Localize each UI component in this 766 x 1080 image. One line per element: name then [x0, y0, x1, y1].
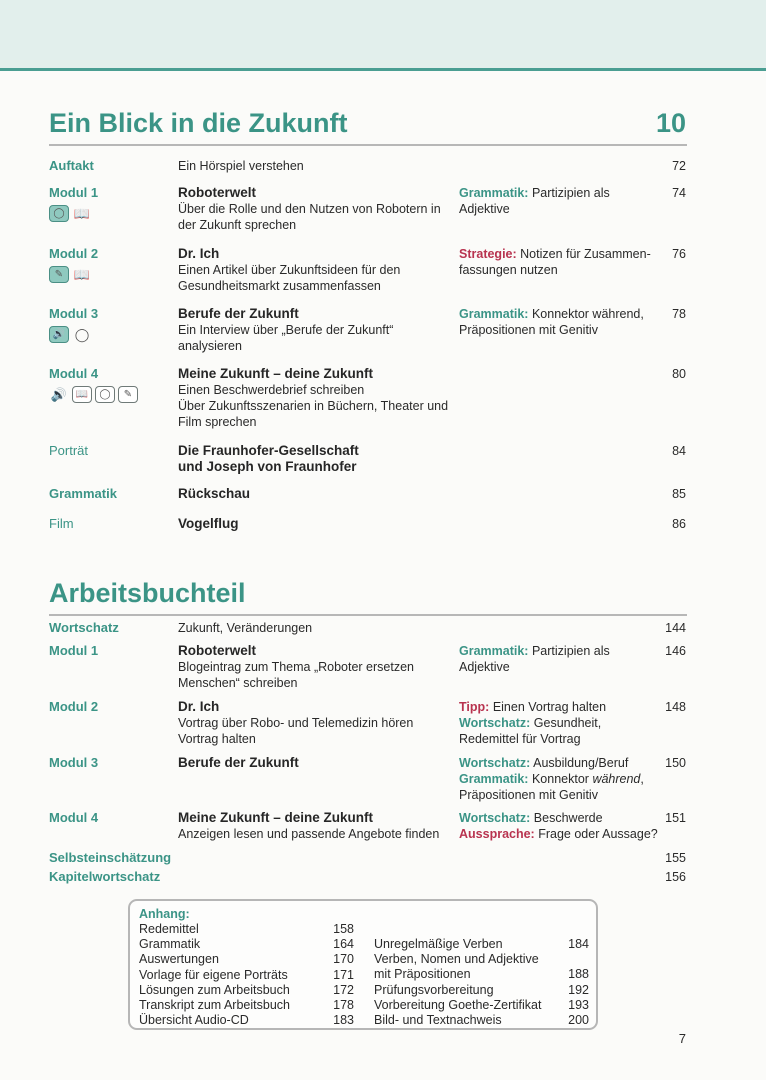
chapter-title: Ein Blick in die Zukunft [49, 108, 348, 138]
row-label: Modul 2 [49, 246, 99, 261]
speech-bubble-icon: ◯ [74, 326, 90, 342]
row-label: Modul 4 [49, 810, 99, 825]
row-title: Meine Zukunft – deine Zukunft [178, 810, 373, 825]
appendix-column-1 [139, 922, 354, 1028]
row-desc: Vortrag über Robo- und Telemedizin hören [178, 716, 414, 730]
workbook-rule [49, 614, 687, 616]
row-label: Modul 2 [49, 699, 99, 714]
right-label-2: Wortschatz: [459, 716, 531, 730]
row-page: 146 [665, 644, 686, 658]
appendix-item[interactable]: Grammatik 164 [139, 937, 354, 952]
row-label: Grammatik [49, 486, 117, 501]
right-label: Strategie: [459, 247, 517, 261]
page-number: 7 [678, 1031, 686, 1046]
skill-icons-modul-2 [49, 266, 92, 283]
appendix-column-2 [374, 937, 589, 1028]
row-label: Auftakt [49, 158, 94, 173]
speaker-icon: 🔊 [49, 326, 69, 343]
right-text: Partizipien als Adjektive [459, 644, 610, 674]
row-title: Berufe der Zukunft [178, 306, 299, 321]
right-label: Wortschatz: [459, 756, 531, 770]
row-desc: Einen Artikel über Zukunftsideen für den Gesundheitsmarkt zusammenfassen [178, 263, 401, 293]
right-label: Grammatik: [459, 307, 529, 321]
row-title: Vogelflug [178, 516, 239, 531]
right-text: Beschwerde [533, 811, 603, 825]
appendix-item[interactable]: mit Präpositionen 188 [374, 967, 589, 982]
right-text-2: Gesundheit, Redemittel für Vortrag [459, 716, 602, 746]
row-page: 84 [672, 444, 686, 458]
appendix-item[interactable]: Unregelmäßige Verben 184 [374, 937, 589, 951]
right-text-2a: Konnektor [531, 772, 593, 786]
appendix-item[interactable]: Vorbereitung Goethe-Zertifikat 193 [374, 997, 589, 1012]
appendix-item[interactable]: Transkript zum Arbeitsbuch 178 [139, 997, 354, 1012]
row-title: Berufe der Zukunft [178, 755, 299, 770]
book-icon: 📖 [73, 266, 91, 282]
row-page: 72 [672, 159, 686, 173]
right-text: Partizipien als Adjektive [459, 186, 610, 216]
pencil-icon: ✎ [49, 266, 69, 283]
appendix-box [128, 899, 598, 1030]
right-label: Grammatik: [459, 644, 529, 658]
right-label: Grammatik: [459, 186, 529, 200]
chapter-number: 10 [655, 108, 686, 138]
speaker-icon: 🔊 [50, 386, 68, 402]
row-label: Modul 1 [49, 643, 99, 658]
row-title: Die Fraunhofer-Gesellschaft und Joseph von Fraunhofer [178, 443, 359, 474]
row-page: 148 [665, 700, 686, 714]
row-label: Film [49, 516, 74, 531]
header-band [0, 0, 766, 68]
row-title: Dr. Ich [178, 699, 220, 714]
row-label: Modul 4 [49, 366, 99, 381]
row-page: 150 [665, 756, 686, 770]
book-icon: 📖 [72, 386, 92, 403]
row-desc: Blogeintrag zum Thema „Roboter ersetzen Menschen“ schreiben [178, 660, 414, 690]
row-page: 78 [672, 307, 686, 321]
right-text: Ausbildung/Beruf [533, 756, 629, 770]
row-title: Roboterwelt [178, 185, 257, 200]
row-title: Roboterwelt [178, 643, 257, 658]
row-label: Wortschatz [49, 620, 119, 635]
row-label: Modul 3 [49, 306, 99, 321]
workbook-title: Arbeitsbuchteil [49, 578, 246, 608]
row-desc: Anzeigen lesen und passende Angebote finden [178, 827, 440, 841]
appendix-item[interactable]: Auswertungen 170 [139, 952, 354, 967]
right-label: Wortschatz: [459, 811, 531, 825]
appendix-item[interactable]: Lösungen zum Arbeitsbuch 172 [139, 982, 354, 997]
row-label: Porträt [49, 443, 89, 458]
row-page: 155 [665, 851, 686, 865]
row-desc-2: Vortrag halten [178, 732, 256, 746]
header-rule [0, 68, 766, 71]
right-label-2: Aussprache: [459, 827, 535, 841]
row-title: Meine Zukunft – deine Zukunft [178, 366, 373, 381]
right-text-2: Frage oder Aussage? [538, 827, 658, 841]
speech-bubble-icon: ◯ [95, 386, 115, 403]
right-text: Einen Vortrag halten [492, 700, 607, 714]
row-page: 151 [665, 811, 686, 825]
skill-icons-modul-3 [49, 326, 92, 343]
row-label: Kapitelwortschatz [49, 869, 161, 884]
row-desc: Über die Rolle und den Nutzen von Robotern in der Zukunft sprechen [178, 202, 441, 232]
right-label: Tipp: [459, 700, 490, 714]
right-label-2: Grammatik: [459, 772, 529, 786]
row-page: 85 [672, 487, 686, 501]
skill-icons-modul-1 [49, 205, 92, 222]
row-desc: Einen Beschwerdebrief schreiben [178, 383, 365, 397]
speech-bubble-icon: ◯ [49, 205, 69, 222]
row-page: 74 [672, 186, 686, 200]
row-page: 86 [672, 517, 686, 531]
appendix-title: Anhang: [139, 907, 190, 921]
row-desc-2: Über Zukunftsszenarien in Büchern, Theater und Film sprechen [178, 399, 449, 429]
appendix-item[interactable]: Übersicht Audio-CD 183 [139, 1013, 354, 1028]
row-desc: Ein Hörspiel verstehen [178, 159, 304, 173]
row-page: 80 [672, 367, 686, 381]
right-text: Konnektor während, Präpositionen mit Genitiv [459, 307, 644, 337]
row-page: 156 [665, 870, 686, 884]
appendix-item[interactable]: Prüfungsvorbereitung 192 [374, 982, 589, 997]
row-page: 144 [665, 621, 686, 635]
right-text: Notizen für Zusammen-fassungen nutzen [459, 247, 651, 277]
row-page: 76 [672, 247, 686, 261]
row-label: Modul 3 [49, 755, 99, 770]
row-desc: Zukunft, Veränderungen [178, 621, 313, 635]
pencil-icon: ✎ [118, 386, 138, 403]
row-label: Modul 1 [49, 185, 99, 200]
row-desc: Ein Interview über „Berufe der Zukunft“ analysieren [178, 323, 394, 353]
appendix-item[interactable]: Redemittel 158 [139, 922, 354, 936]
skill-icons-modul-4 [49, 386, 138, 403]
row-title: Rückschau [178, 486, 251, 501]
appendix-item[interactable]: Bild- und Textnachweis 200 [374, 1012, 589, 1027]
book-icon: 📖 [73, 205, 91, 221]
appendix-item[interactable]: Verben, Nomen und Adjektive [374, 952, 539, 967]
chapter-rule [49, 144, 687, 146]
right-text-2b: während [592, 772, 641, 786]
appendix-item[interactable]: Vorlage für eigene Porträts 171 [139, 967, 354, 982]
right-text-2c: , Präpositionen mit Genitiv [459, 772, 644, 802]
row-label: Selbsteinschätzung [49, 850, 172, 865]
row-title: Dr. Ich [178, 246, 220, 261]
